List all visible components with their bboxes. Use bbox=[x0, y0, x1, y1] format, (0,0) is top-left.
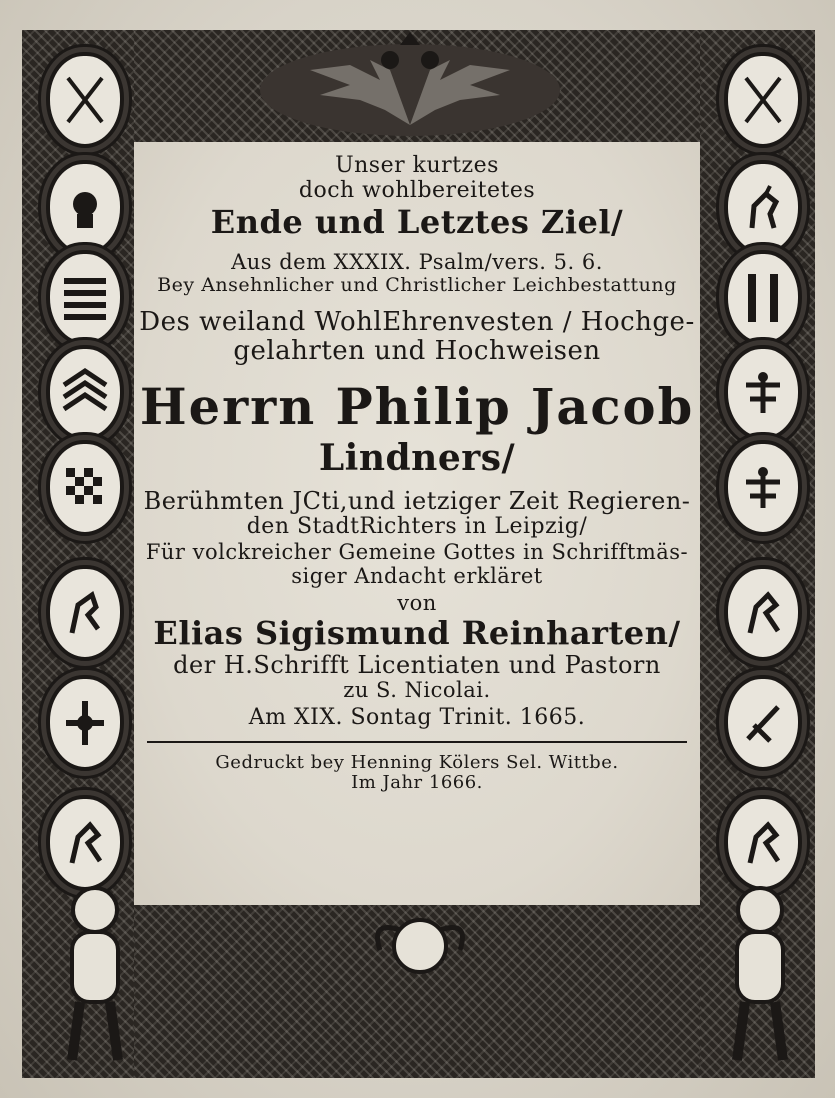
coat-of-arms-icon bbox=[724, 440, 802, 536]
coat-of-arms-icon bbox=[46, 345, 124, 441]
coat-of-arms-icon bbox=[46, 52, 124, 148]
description-line: Für volckreicher Gemeine Gottes in Schrifftmäs- bbox=[145, 540, 689, 565]
divider-rule bbox=[147, 741, 687, 743]
cherub-icon bbox=[40, 880, 150, 1070]
coat-of-arms-icon bbox=[724, 160, 802, 256]
deceased-surname: Lindners/ bbox=[318, 436, 516, 479]
coat-of-arms-icon bbox=[724, 52, 802, 148]
coat-of-arms-icon bbox=[724, 565, 802, 661]
sermon-date: Am XIX. Sontag Trinit. 1665. bbox=[248, 705, 586, 731]
double-headed-eagle-icon bbox=[250, 30, 570, 140]
coat-of-arms-icon bbox=[46, 565, 124, 661]
coat-of-arms-icon bbox=[46, 250, 124, 346]
title-line: doch wohlbereitetes bbox=[298, 177, 536, 203]
imprint-year: Im Jahr 1666. bbox=[351, 771, 483, 793]
main-title: Ende und Letztes Ziel/ bbox=[210, 203, 624, 242]
honorific-line: Des weiland WohlEhrenvesten / Hochge- bbox=[139, 306, 695, 337]
cherub-icon bbox=[370, 910, 470, 1000]
coat-of-arms-icon bbox=[46, 440, 124, 536]
coat-of-arms-icon bbox=[724, 345, 802, 441]
deceased-title-line: Berühmten JCti,und ietziger Zeit Regieren- bbox=[143, 486, 691, 515]
coat-of-arms-icon bbox=[724, 675, 802, 771]
cherub-icon bbox=[705, 880, 815, 1070]
deceased-name: Herrn Philip Jacob bbox=[139, 378, 695, 437]
deceased-title-line: den StadtRichters in Leipzig/ bbox=[246, 513, 588, 539]
title-line: Unser kurtzes bbox=[335, 153, 499, 178]
coat-of-arms-icon bbox=[46, 795, 124, 891]
coat-of-arms-icon bbox=[724, 795, 802, 891]
by-line: von bbox=[397, 591, 437, 616]
title-text-block bbox=[134, 150, 700, 793]
coat-of-arms-icon bbox=[46, 160, 124, 256]
imprint-printer: Gedruckt bey Henning Kölers Sel. Wittbe. bbox=[215, 751, 619, 773]
honorific-line: gelahrten und Hochweisen bbox=[233, 335, 601, 366]
author-title: zu S. Nicolai. bbox=[343, 677, 491, 702]
author-name: Elias Sigismund Reinharten/ bbox=[153, 613, 681, 652]
psalm-reference: Aus dem XXXIX. Psalm/vers. 5. 6. bbox=[231, 250, 603, 275]
coat-of-arms-icon bbox=[724, 250, 802, 346]
author-title: der H.Schrifft Licentiaten und Pastorn bbox=[173, 650, 661, 679]
coat-of-arms-icon bbox=[46, 675, 124, 771]
description-line: siger Andacht erkläret bbox=[291, 563, 543, 588]
occasion-line: Bey Ansehnlicher und Christlicher Leichbestattung bbox=[157, 273, 677, 296]
